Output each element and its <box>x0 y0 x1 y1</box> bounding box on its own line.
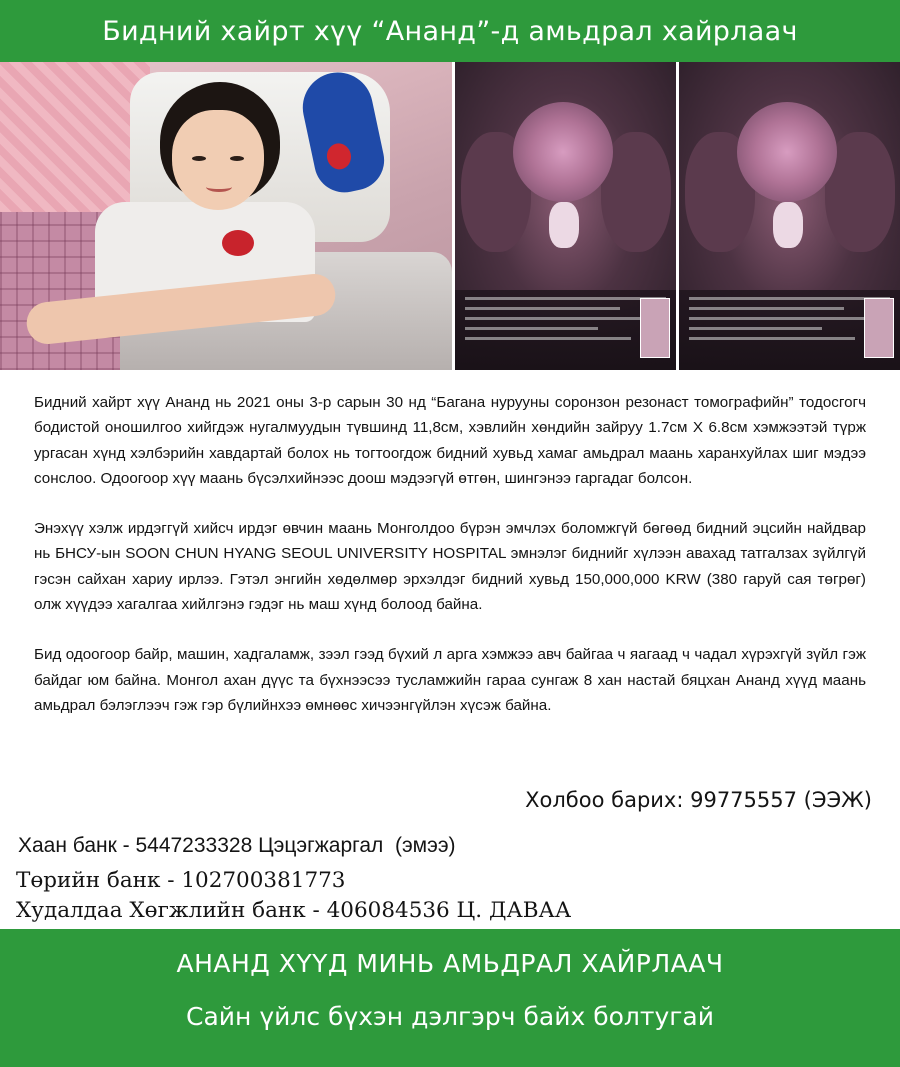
paragraph-plea: Бид одоогоор байр, машин, хадгаламж, зээл гээд бүхий л арга хэмжээ авч байгаа ч яагаад ч чадал хүрэхгүй зүйл гэж байдаг юм байна. Монгол ахан дүүс та бүхнээсээ тусламжийн гараа сунгаж 8 хан настай бяцхан Ананд хүүд маань амьдрал бэлэглээч гэж гэр бүлийнхээ өмнөөс хичээнгүйлэн хүсэж байна. <box>34 646 866 714</box>
page-title: Бидний хайрт хүү “Ананд”-д амьдрал хайрлаач <box>102 15 798 47</box>
mri-spinal-canal <box>773 202 803 248</box>
smile <box>206 182 232 192</box>
photo-strip <box>0 62 900 370</box>
bank-account-turiin: Төрийн банк - 102700381773 <box>16 868 346 893</box>
footer-subtitle: Сайн үйлс бүхэн дэлгэрч байх болтугай <box>186 1002 714 1031</box>
contact-phone: Холбоо барих: 99775557 (ЭЭЖ) <box>525 788 872 812</box>
left-eye <box>192 156 206 161</box>
mri-scale-thumbnail <box>864 298 894 358</box>
bank-account-khkh: Худалдаа Хөгжлийн банк - 406084536 Ц. ДАВАА <box>16 898 572 923</box>
mri-scale-thumbnail <box>640 298 670 358</box>
right-eye <box>230 156 244 161</box>
child-face <box>172 110 264 210</box>
mri-vertebra <box>513 102 613 202</box>
child-photo <box>0 62 452 370</box>
bottom-banner <box>0 929 900 1067</box>
mri-scan-1 <box>452 62 676 370</box>
bank-account-khan: Хаан банк - 5447233328 Цэцэгжаргал (эмээ) <box>18 834 456 857</box>
paragraph-hospital: Энэхүү хэлж ирдэггүй хийсч ирдэг өвчин маань Монголдоо бүрэн эмчлэх боломжгүй бөгөөд бидний эцсийн найдвар нь БНСУ-ын SOON CHUN HYANG SEOUL UNIVERSITY HOSPITAL эмнэлэг биднийг хүлээн авахад татгалзах зүйлгүй гэсэн сайхан хариу ирлээ. Гэтэл энгийн хөдөлмөр эрхэлдэг бидний хувьд 150,000,000 KRW (380 гаруй сая төгрөг) олж хүүдээ хагалгаа хийлгэнэ гэдэг нь маш хүнд болоод байна. <box>34 520 866 614</box>
footer-title: АНАНД ХҮҮД МИНЬ АМЬДРАЛ ХАЙРЛААЧ <box>176 949 724 978</box>
shirt-emblem <box>222 230 254 256</box>
mri-vertebra <box>737 102 837 202</box>
appeal-text <box>34 390 866 743</box>
plush-face <box>325 141 354 171</box>
mri-scan-2 <box>676 62 900 370</box>
mri-spinal-canal <box>549 202 579 248</box>
paragraph-diagnosis: Бидний хайрт хүү Ананд нь 2021 оны 3-р сарын 30 нд “Багана нурууны соронзон резонаст томографийн” тодосгогч бодистой оношилгоо хийгдэж нугалмуудын түвшинд 11,8см, хэвлийн хөндийн зайруу 1.7см Х 6.8см хэмжээтэй түрж ургасан хүнд хэлбэрийн хавдартай болох нь тогтоогдож бидний хувьд хамаг амьдрал маань харанхуйлах шиг мэдээ сонслоо. Одоогоор хүү маань бүсэлхийнээс доош мэдээгүй өтгөн, шингэнээ гаргадаг болсон. <box>34 394 866 487</box>
top-banner <box>0 0 900 62</box>
